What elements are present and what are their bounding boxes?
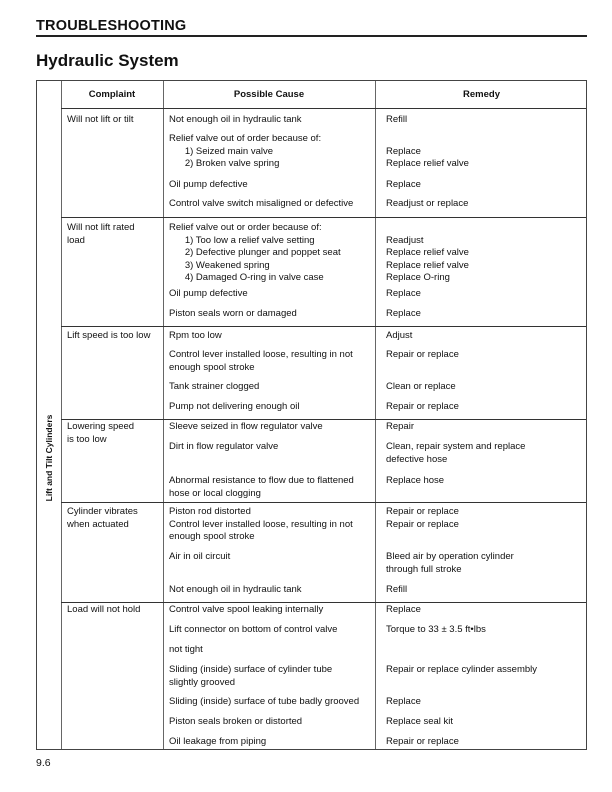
header-rule [36,35,587,37]
column-header-complaint: Complaint [88,89,136,100]
remedy-text: Readjust or replace [386,198,469,209]
remedy-text: Repair or replace [386,349,459,360]
cause-text: slightly grooved [169,676,236,688]
remedy-text: Clean or replace [386,381,456,392]
complaint-text: Lowering speed [67,421,135,432]
complaint-text: Load will not hold [67,604,141,615]
remedy-text: Replace relief valve [386,247,469,258]
cause-text: Air in oil circuit [169,551,231,562]
cause-text: enough spool stroke [169,531,255,542]
cause-text: Control lever installed loose, resulting in not [169,518,353,530]
complaint-text: Lift speed is too low [67,330,151,341]
cause-text: Pump not delivering enough oil [169,401,300,412]
complaint-text: Will not lift or tilt [67,114,134,125]
page-title: Hydraulic System [36,51,179,70]
remedy-text: Replace [386,696,421,707]
remedy-text: Refill [386,584,408,595]
cause-text: 2) Broken valve spring [169,158,280,169]
column-divider [375,81,376,749]
complaint-text: is too low [67,433,107,445]
complaint-text: when actuated [67,518,129,530]
sidebar-category-label: Lift and Tilt Cylinders [44,414,54,502]
cause-text: Dirt in flow regulator valve [169,441,279,452]
remedy-text: Repair [386,421,414,432]
column-divider [61,81,62,749]
remedy-text: Repair or replace [386,736,459,747]
cause-text: Oil leakage from piping [169,736,267,747]
remedy-text: Bleed air by operation cylinder [386,551,514,562]
remedy-text: Repair or replace [386,401,459,412]
group-separator [61,502,586,503]
remedy-text: Repair or replace [386,506,459,517]
table-header-row [61,81,586,109]
remedy-text: Readjust [386,234,424,246]
complaint-text: Cylinder vibrates [67,506,138,517]
remedy-text: Replace [386,288,421,299]
group-separator [61,602,586,603]
cause-text: Rpm too low [169,330,222,341]
group-separator [61,326,586,327]
cause-text: 1) Too low a relief valve setting [169,234,315,246]
remedy-text: through full stroke [386,563,462,575]
remedy-text: Repair or replace cylinder assembly [386,664,538,675]
cause-text: Relief valve out or order because of: [169,222,322,233]
cause-text: Piston rod distorted [169,506,251,517]
remedy-text: Replace [386,604,421,615]
cause-text: Tank strainer clogged [169,381,260,392]
complaint-text: Will not lift rated [67,222,135,233]
troubleshooting-table [36,80,587,750]
remedy-text: Replace O-ring [386,272,450,283]
group-separator [61,419,586,420]
cause-text: hose or local clogging [169,487,261,499]
cause-text: Oil pump defective [169,288,248,299]
cause-text: Oil pump defective [169,179,248,190]
cause-text: 3) Weakened spring [169,259,270,271]
remedy-text: Adjust [386,330,413,341]
remedy-text: Replace seal kit [386,716,454,727]
remedy-text: Refill [386,114,408,125]
cause-text: Not enough oil in hydraulic tank [169,114,302,125]
remedy-text: Replace [386,308,421,319]
remedy-text: Torque to 33 ± 3.5 ft•lbs [386,624,486,635]
cause-text: not tight [169,644,203,655]
column-header-remedy: Remedy [463,89,500,100]
cause-text: 1) Seized main valve [169,145,274,157]
sidebar-category [37,108,61,749]
section-header: TROUBLESHOOTING [36,18,187,34]
group-separator [61,217,586,218]
cause-text: Sliding (inside) surface of cylinder tube [169,664,333,675]
remedy-text: defective hose [386,453,448,465]
cause-text: 2) Defective plunger and poppet seat [169,247,341,258]
cause-text: 4) Damaged O-ring in valve case [169,272,324,283]
cause-text: Sliding (inside) surface of tube badly grooved [169,696,360,707]
cause-text: enough spool stroke [169,361,255,373]
remedy-text: Replace hose [386,475,445,486]
remedy-text: Clean, repair system and replace [386,441,526,452]
remedy-text: Replace [386,179,421,190]
remedy-text: Repair or replace [386,518,459,530]
cause-text: Abnormal resistance to flow due to flattened [169,475,354,486]
cause-text: Control valve spool leaking internally [169,604,324,615]
remedy-text: Replace [386,145,421,157]
column-header-possible-cause: Possible Cause [233,89,305,100]
cause-text: Control valve switch misaligned or defective [169,198,354,209]
column-divider [163,81,164,749]
remedy-text: Replace relief valve [386,158,469,169]
cause-text: Lift connector on bottom of control valve [169,624,338,635]
remedy-text: Replace relief valve [386,259,469,271]
complaint-text: load [67,234,85,246]
cause-text: Piston seals broken or distorted [169,716,303,727]
cause-text: Not enough oil in hydraulic tank [169,584,302,595]
cause-text: Relief valve out of order because of: [169,133,322,144]
cause-text: Piston seals worn or damaged [169,308,297,319]
cause-text: Sleeve seized in flow regulator valve [169,421,323,432]
cause-text: Control lever installed loose, resulting in not [169,349,353,360]
page-number: 9.6 [36,757,51,769]
